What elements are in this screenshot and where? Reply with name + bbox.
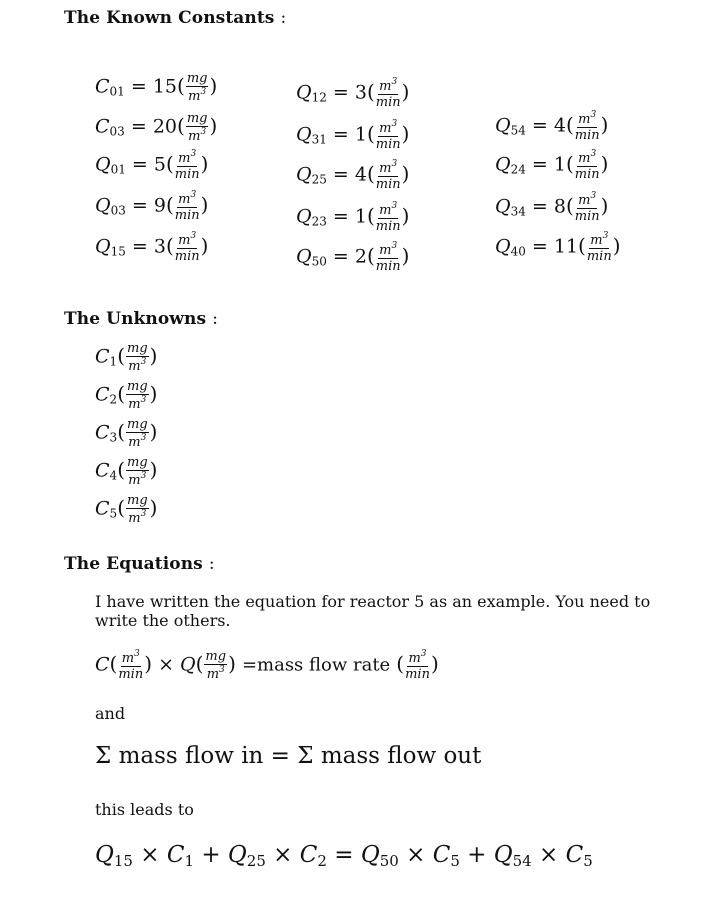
constant-c03: $C_{03} = 20$( $\frac{mg}{m^3}$ )	[95, 111, 218, 144]
heading-equations-text: The Equations	[64, 554, 203, 574]
constant-q24: $Q_{24} = 1$( $\frac{m^3}{\min}$ )	[495, 149, 609, 182]
constant-q01: $Q_{01} = 5$( $\frac{m^3}{\min}$ )	[95, 149, 209, 182]
balance-equation: Σ mass flow in = Σ mass flow out	[95, 743, 482, 769]
constant-q31: $Q_{31} = 1$( $\frac{m^3}{\min}$ )	[296, 119, 410, 152]
heading-equations	[64, 554, 215, 574]
unknown-c3: $C_3$( $\frac{mg}{m^3}$ )	[95, 417, 158, 450]
constant-q03: $Q_{03} = 9$( $\frac{m^3}{\min}$ )	[95, 190, 209, 223]
heading-colon: :	[212, 309, 219, 329]
constant-q50: $Q_{50} = 2$( $\frac{m^3}{\min}$ )	[296, 241, 410, 274]
heading-known-constants	[64, 8, 286, 28]
heading-colon: :	[280, 8, 287, 28]
constant-q23: $Q_{23} = 1$( $\frac{m^3}{\min}$ )	[296, 201, 410, 234]
mass-flow-definition: C( $\frac{m^3}{\min}$ ) × Q( $\frac{mg}{m^3}$ ) =mass flow rate ( $\frac{m^3}{\min}$ )	[95, 649, 439, 682]
text-and: and	[95, 704, 126, 723]
unknown-c2: $C_2$( $\frac{mg}{m^3}$ )	[95, 379, 158, 412]
mass-flow-label: =mass flow rate	[241, 654, 391, 676]
heading-unknowns	[64, 309, 218, 329]
heading-known-text: The Known Constants	[64, 8, 275, 28]
unknown-c4: $C_4$( $\frac{mg}{m^3}$ )	[95, 455, 158, 488]
reactor5-equation: $Q_{15} \times C_1 + Q_{25} \times C_2 = Q_{50} \times C_5 + Q_{54} \times C_5$	[95, 842, 593, 870]
equations-intro: I have written the equation for reactor 5 as an example. You need to write the others.	[95, 592, 651, 630]
constant-q54: $Q_{54} = 4$( $\frac{m^3}{\min}$ )	[495, 110, 609, 143]
heading-colon: :	[208, 554, 215, 574]
unknown-c1: $C_1$( $\frac{mg}{m^3}$ )	[95, 341, 158, 374]
constant-q40: $Q_{40} = 11$( $\frac{m^3}{\min}$ )	[495, 231, 621, 264]
constant-c01: $C_{01} = 15$( $\frac{mg}{m^3}$ )	[95, 71, 218, 104]
constant-q15: $Q_{15} = 3$( $\frac{m^3}{\min}$ )	[95, 231, 209, 264]
constant-q25: $Q_{25} = 4$( $\frac{m^3}{\min}$ )	[296, 159, 410, 192]
unknown-c5: $C_5$( $\frac{mg}{m^3}$ )	[95, 493, 158, 526]
constant-q12: $Q_{12} = 3$( $\frac{m^3}{\min}$ )	[296, 77, 410, 110]
text-leads-to: this leads to	[95, 800, 194, 819]
constant-q34: $Q_{34} = 8$( $\frac{m^3}{\min}$ )	[495, 191, 609, 224]
heading-unknowns-text: The Unknowns	[64, 309, 207, 329]
